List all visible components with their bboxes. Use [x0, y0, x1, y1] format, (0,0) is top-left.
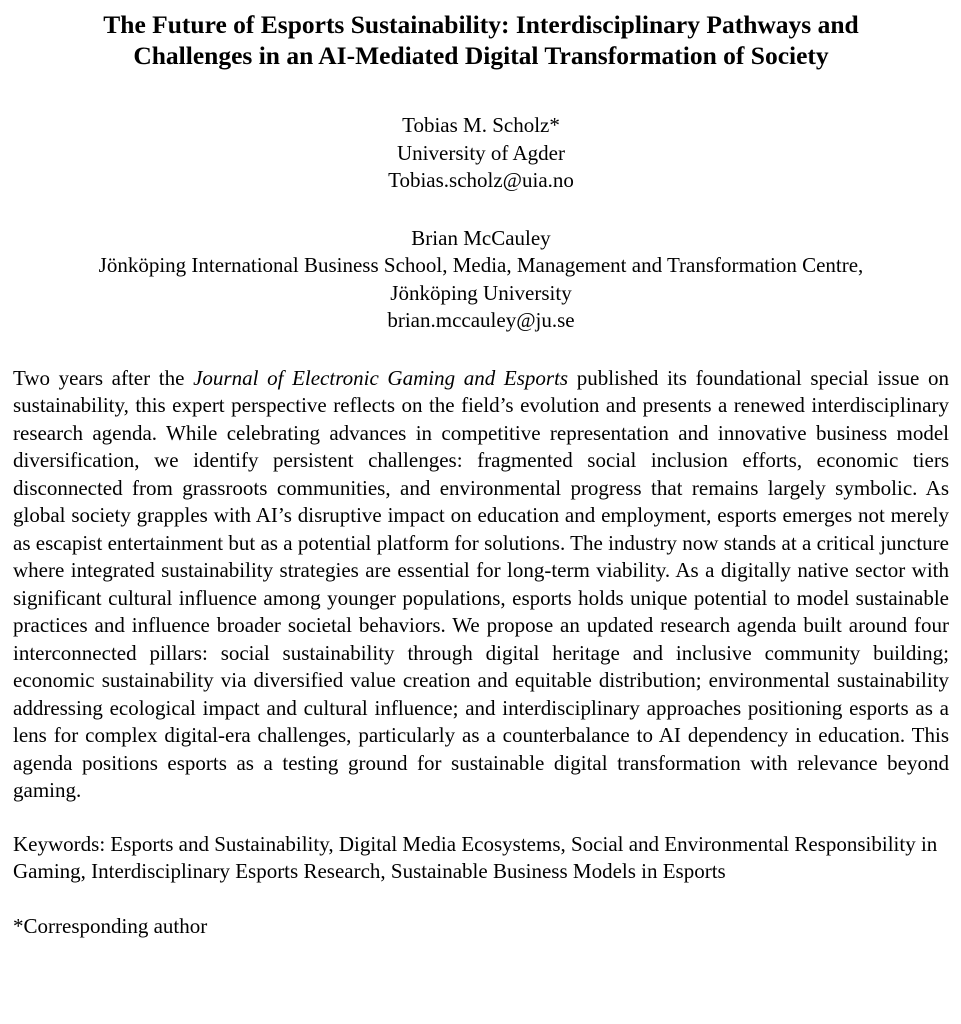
- journal-name: Journal of Electronic Gaming and Esports: [193, 365, 569, 390]
- author-name: Tobias M. Scholz*: [402, 113, 560, 137]
- paper-page: [0, 9, 961, 1024]
- corresponding-author-note: *Corresponding author: [13, 913, 208, 938]
- author-affiliation-line-2: Jönköping University: [390, 280, 572, 305]
- abstract-paragraph: [13, 365, 949, 805]
- paper-title: [13, 9, 949, 71]
- abstract-body: published its foundational special issue on sustainability, this expert perspective reflects on the field’s evolution and presents a renewed interdisciplinary research agenda. While celebrating advances in competitive representation and innovative business model diversification, we identify persistent challenges: fragmented social inclusion efforts, economic tiers disconnected from grassroots communities, and environmental progress that remains largely symbolic. As global society grapples with AI’s disruptive impact on education and employment, esports emerges not merely as escapist entertainment but as a potential platform for solutions. The industry now stands at a critical juncture where integrated sustainability strategies are essential for long-term viability. As a digitally native sector with significant cultural influence among younger populations, esports holds unique potential to model sustainable practices and influence broader societal behaviors. We propose an updated research agenda built around four interconnected pillars: social sustainability through digital heritage and inclusive community building; economic sustainability via diversified value creation and equitable distribution; environmental sustainability addressing ecological impact and cultural influence; and interdisciplinary approaches positioning esports as a lens for complex digital-era challenges, particularly as a counterbalance to AI dependency in education. This agenda positions esports as a testing ground for sustainable digital transformation with relevance beyond gaming.: [13, 365, 949, 802]
- author-affiliation: Jönköping International Business School, Media, Management and Transformation Centre,: [98, 253, 864, 277]
- abstract-lead: Two years after the: [13, 365, 194, 390]
- keywords-paragraph: Keywords: Esports and Sustainability, Digital Media Ecosystems, Social and Environmental Responsibility in Gaming, Interdisciplinary Esports Research, Sustainable Business Models in Esports: [13, 831, 938, 883]
- author-block-2: [13, 225, 949, 335]
- author-name: Brian McCauley: [411, 225, 551, 250]
- paper-title-line-1: The Future of Esports Sustainability: Interdisciplinary Pathways and: [103, 10, 859, 39]
- author-block-1: [13, 112, 949, 195]
- author-affiliation: University of Agder: [397, 140, 565, 165]
- author-email: brian.mccauley@ju.se: [387, 308, 575, 332]
- paper-title-line-2: Challenges in an AI-Mediated Digital Transformation of Society: [133, 41, 829, 70]
- author-email: Tobias.scholz@uia.no: [388, 168, 574, 192]
